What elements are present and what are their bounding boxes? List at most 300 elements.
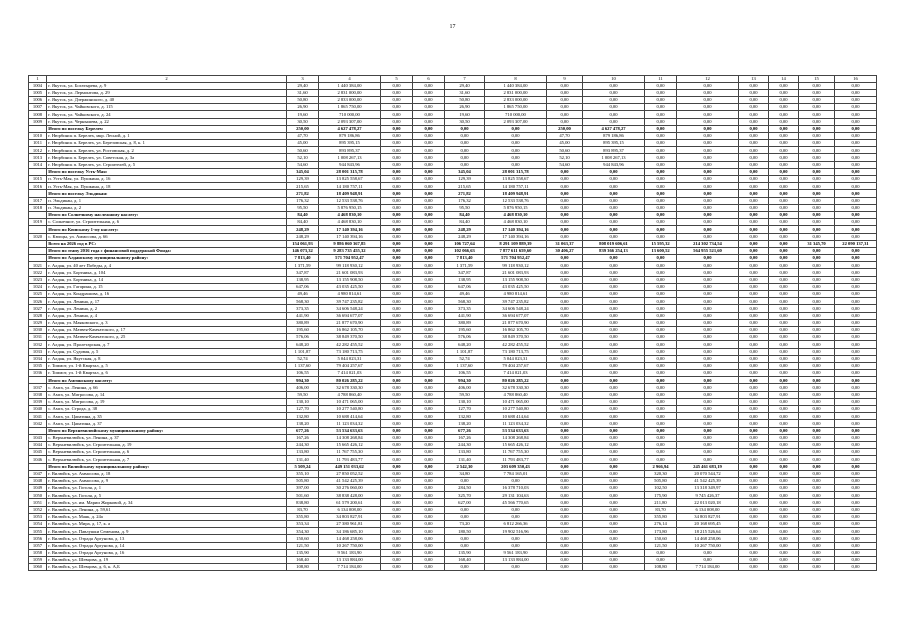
value-cell: 0,00 [799, 528, 835, 535]
value-cell: 0,00 [547, 219, 583, 226]
value-cell: 1 371,59 [445, 262, 485, 269]
value-cell: 4 788 860,40 [485, 391, 547, 398]
value-cell: 0,00 [445, 564, 485, 571]
value-cell: 59,50 [445, 391, 485, 398]
value-cell: 0,00 [739, 377, 769, 384]
value-cell: 0,00 [799, 255, 835, 262]
row-number-cell: 1057 [29, 542, 47, 549]
value-cell: 0,00 [413, 326, 445, 333]
total-row [29, 168, 877, 175]
row-number-cell: 1008 [29, 111, 47, 118]
value-cell: 0,00 [547, 470, 583, 477]
value-cell: 0,00 [835, 298, 877, 305]
value-cell: 0,00 [547, 283, 583, 290]
value-cell: 0,00 [583, 305, 645, 312]
value-cell: 0,00 [583, 334, 645, 341]
value-cell: 0,00 [769, 355, 799, 362]
value-cell: 0,00 [547, 168, 583, 175]
value-cell: 0,00 [413, 434, 445, 441]
value-cell: 22 090 137,31 [835, 240, 877, 247]
value-cell: 0,00 [583, 118, 645, 125]
value-cell: 994,30 [287, 377, 319, 384]
value-cell: 130,10 [445, 398, 485, 405]
value-cell: 133,80 [287, 449, 319, 456]
value-cell: 0,00 [445, 125, 485, 132]
value-cell: 0,00 [799, 341, 835, 348]
value-cell: 0,00 [739, 398, 769, 405]
value-cell: 39 747 235,82 [485, 298, 547, 305]
value-cell: 84,40 [445, 219, 485, 226]
column-number: 1 [29, 76, 47, 83]
value-cell: 0,00 [799, 226, 835, 233]
value-cell: 0,00 [835, 111, 877, 118]
value-cell: 106,55 [445, 370, 485, 377]
value-cell: 0,00 [547, 556, 583, 563]
value-cell: 0,00 [835, 226, 877, 233]
value-cell: 0,00 [547, 485, 583, 492]
value-cell: 0,00 [413, 183, 445, 190]
value-cell: 0,00 [413, 291, 445, 298]
row-number-cell: 1005 [29, 89, 47, 96]
value-cell: 0,00 [413, 406, 445, 413]
value-cell: 0,00 [381, 348, 413, 355]
table-row [29, 477, 877, 484]
value-cell: 0,00 [547, 370, 583, 377]
value-cell: 0,00 [445, 513, 485, 520]
value-cell: 1 137,60 [445, 362, 485, 369]
value-cell: 0,00 [381, 362, 413, 369]
value-cell: 52,74 [445, 355, 485, 362]
value-cell: 0,00 [583, 283, 645, 290]
value-cell: 0,00 [677, 190, 739, 197]
value-cell: 0,00 [645, 276, 677, 283]
register-table [28, 75, 877, 571]
row-number-cell [29, 211, 47, 218]
value-cell: 45,00 [287, 140, 319, 147]
value-cell: 0,00 [799, 326, 835, 333]
value-cell: 0,00 [547, 291, 583, 298]
value-cell: 0,00 [583, 319, 645, 326]
address-cell: с. Солнечное, ул. Строительная, д. 6 [47, 219, 287, 226]
value-cell: 16 862 105,70 [319, 326, 381, 333]
value-cell: 17 140 394,16 [485, 233, 547, 240]
value-cell: 6 812 266,36 [485, 521, 547, 528]
value-cell: 0,00 [769, 190, 799, 197]
value-cell: 0,00 [677, 262, 739, 269]
value-cell: 0,00 [645, 391, 677, 398]
column-number: 12 [677, 76, 739, 83]
row-number-cell: 1038 [29, 391, 47, 398]
value-cell: 0,00 [645, 233, 677, 240]
address-cell: с. Амга, ул. Цапатина, д. 37 [47, 420, 287, 427]
value-cell: 14 468 258,06 [677, 535, 739, 542]
value-cell: 0,00 [739, 463, 769, 470]
value-cell: 0,00 [769, 82, 799, 89]
value-cell: 0,00 [547, 499, 583, 506]
value-cell: 4 980 814,61 [485, 291, 547, 298]
value-cell: 0,00 [381, 556, 413, 563]
table-row [29, 434, 877, 441]
value-cell: 10 277 540,80 [485, 406, 547, 413]
value-cell: 0,00 [835, 118, 877, 125]
value-cell: 0,00 [677, 226, 739, 233]
value-cell: 0,00 [381, 384, 413, 391]
value-cell: 0,00 [381, 521, 413, 528]
value-cell: 0,00 [677, 334, 739, 341]
value-cell: 0,00 [547, 118, 583, 125]
value-cell: 0,00 [413, 549, 445, 556]
value-cell: 838,80 [287, 499, 319, 506]
value-cell: 0,00 [645, 398, 677, 405]
value-cell: 0,00 [547, 89, 583, 96]
value-cell: 102 066,63 [445, 247, 485, 254]
column-number: 15 [799, 76, 835, 83]
value-cell: 0,00 [583, 197, 645, 204]
value-cell: 0,00 [739, 492, 769, 499]
value-cell: 0,00 [381, 456, 413, 463]
value-cell: 0,00 [645, 219, 677, 226]
row-number-cell: 1013 [29, 154, 47, 161]
row-number-cell: 1004 [29, 82, 47, 89]
value-cell: 49,46 [445, 291, 485, 298]
value-cell: 0,00 [413, 305, 445, 312]
value-cell: 0,00 [739, 506, 769, 513]
value-cell: 9 283 735 455,32 [319, 247, 381, 254]
value-cell: 0,00 [547, 276, 583, 283]
value-cell: 168,40 [445, 556, 485, 563]
value-cell: 0,00 [739, 125, 769, 132]
value-cell: 0,00 [769, 247, 799, 254]
value-cell: 0,00 [485, 506, 547, 513]
value-cell: 0,00 [381, 506, 413, 513]
value-cell: 2 833 000,00 [485, 96, 547, 103]
value-cell: 397,00 [287, 485, 319, 492]
value-cell: 284,50 [445, 485, 485, 492]
value-cell: 0,00 [547, 406, 583, 413]
value-cell: 4 468 830,10 [485, 219, 547, 226]
value-cell: 0,00 [583, 377, 645, 384]
value-cell: 0,00 [835, 456, 877, 463]
value-cell: 0,00 [835, 197, 877, 204]
value-cell: 0,00 [739, 298, 769, 305]
table-row [29, 542, 877, 549]
value-cell: 944 843,96 [319, 161, 381, 168]
address-cell: г. Вилюйск, ул. Шевцова, д. 6, к. А,Б [47, 564, 287, 571]
address-cell: г. Алдан, ул. Бортника, д. 104 [47, 269, 287, 276]
value-cell: 0,00 [835, 161, 877, 168]
table-row [29, 104, 877, 111]
value-cell: 34 606 548,24 [485, 305, 547, 312]
value-cell: 0,00 [739, 535, 769, 542]
value-cell: 0,00 [835, 370, 877, 377]
value-cell: 30,50 [287, 118, 319, 125]
value-cell: 50,80 [445, 96, 485, 103]
value-cell: 73,20 [445, 521, 485, 528]
address-cell: г. Алдан, ул. Гагарина, д. 15 [47, 283, 287, 290]
value-cell: 2 831 000,00 [485, 89, 547, 96]
value-cell: 0,00 [739, 255, 769, 262]
value-cell: 133,80 [445, 449, 485, 456]
value-cell: 0,00 [769, 204, 799, 211]
value-cell: 0,00 [739, 513, 769, 520]
value-cell: 0,00 [547, 262, 583, 269]
value-cell: 53 534 633,63 [485, 427, 547, 434]
value-cell: 38 849 370,50 [319, 334, 381, 341]
row-number-cell: 1011 [29, 140, 47, 147]
value-cell: 13 825 558,67 [319, 176, 381, 183]
value-cell: 13 318 349,97 [677, 485, 739, 492]
row-number-cell [29, 377, 47, 384]
value-cell: 895 395,15 [583, 140, 645, 147]
value-cell: 0,00 [645, 420, 677, 427]
value-cell: 0,00 [677, 291, 739, 298]
value-cell: 0,00 [769, 406, 799, 413]
column-number: 8 [485, 76, 547, 83]
value-cell: 0,00 [413, 384, 445, 391]
value-cell: 0,00 [583, 535, 645, 542]
value-cell: 0,00 [413, 154, 445, 161]
row-number-cell: 1052 [29, 506, 47, 513]
value-cell: 0,00 [381, 247, 413, 254]
table-row [29, 355, 877, 362]
value-cell: 150,60 [645, 535, 677, 542]
value-cell: 0,00 [413, 513, 445, 520]
value-cell: 45 566 770,65 [485, 499, 547, 506]
table-row [29, 341, 877, 348]
value-cell: 27 850 052,52 [319, 470, 381, 477]
value-cell: 0,00 [485, 542, 547, 549]
value-cell: 0,00 [835, 269, 877, 276]
value-cell: 0,00 [645, 197, 677, 204]
value-cell: 0,00 [413, 118, 445, 125]
value-cell: 0,00 [413, 204, 445, 211]
value-cell: 131,40 [445, 456, 485, 463]
value-cell: 0,00 [677, 341, 739, 348]
value-cell: 16 862 105,70 [485, 326, 547, 333]
value-cell: 0,00 [381, 326, 413, 333]
value-cell: 0,00 [835, 391, 877, 398]
value-cell: 43 035 425,50 [485, 283, 547, 290]
value-cell: 0,00 [769, 398, 799, 405]
value-cell: 54,60 [287, 161, 319, 168]
value-cell: 0,00 [413, 168, 445, 175]
value-cell: 0,00 [835, 334, 877, 341]
value-cell: 0,00 [583, 96, 645, 103]
address-cell: г. Вилюйск, ул. Отрада Аргунова, д. 13 [47, 535, 287, 542]
value-cell: 0,00 [677, 211, 739, 218]
value-cell: 0,00 [739, 154, 769, 161]
value-cell: 0,00 [799, 183, 835, 190]
value-cell: 0,00 [645, 125, 677, 132]
value-cell: 0,00 [413, 348, 445, 355]
value-cell: 0,00 [547, 341, 583, 348]
value-cell: 0,00 [835, 564, 877, 571]
value-cell: 0,00 [677, 276, 739, 283]
value-cell: 7 784 165,01 [485, 470, 547, 477]
value-cell: 0,00 [381, 499, 413, 506]
value-cell: 0,00 [381, 463, 413, 470]
value-cell: 808 019 606,61 [583, 240, 645, 247]
address-cell: с. Верхневилюйск, ул. Строительная, д. 6 [47, 449, 287, 456]
value-cell: 0,00 [413, 463, 445, 470]
value-cell: 195,60 [287, 326, 319, 333]
value-cell: 0,00 [583, 549, 645, 556]
value-cell: 0,00 [769, 219, 799, 226]
value-cell: 0,00 [413, 362, 445, 369]
table-row [29, 348, 877, 355]
total-row [29, 255, 877, 262]
value-cell: 0,00 [739, 477, 769, 484]
value-cell: 0,00 [769, 449, 799, 456]
row-number-cell: 1026 [29, 298, 47, 305]
value-cell: 0,00 [583, 506, 645, 513]
value-cell: 0,00 [677, 154, 739, 161]
value-cell: 42 282 455,52 [485, 341, 547, 348]
value-cell: 0,00 [835, 427, 877, 434]
value-cell: 0,00 [739, 564, 769, 571]
address-cell: г. Алдан, ул. Матвея-Камчатского, д. 17 [47, 326, 287, 333]
value-cell: 0,00 [835, 384, 877, 391]
row-number-cell: 1053 [29, 513, 47, 520]
value-cell: 0,00 [583, 312, 645, 319]
value-cell: 0,00 [835, 441, 877, 448]
row-number-cell: 1035 [29, 362, 47, 369]
value-cell: 52,10 [287, 154, 319, 161]
value-cell: 215,65 [287, 183, 319, 190]
value-cell: 0,00 [739, 370, 769, 377]
value-cell: 0,00 [381, 528, 413, 535]
value-cell: 0,00 [583, 204, 645, 211]
value-cell: 80 026 285,22 [319, 377, 381, 384]
value-cell: 1 865 750,00 [485, 104, 547, 111]
address-cell: с. Верхневилюйск, ул. Ленина, д. 37 [47, 434, 287, 441]
value-cell: 2 093 307,00 [485, 118, 547, 125]
value-cell: 4 627 478,27 [583, 125, 645, 132]
value-cell: 10 688 414,64 [319, 413, 381, 420]
value-cell: 0,00 [835, 406, 877, 413]
value-cell: 195,60 [445, 326, 485, 333]
value-cell: 0,00 [413, 492, 445, 499]
value-cell: 19,60 [287, 111, 319, 118]
value-cell: 0,00 [769, 226, 799, 233]
value-cell: 0,00 [413, 125, 445, 132]
value-cell: 0,00 [835, 262, 877, 269]
value-cell: 0,00 [799, 104, 835, 111]
address-cell: г. Алдан, ул. Ленина, д. 4 [47, 312, 287, 319]
total-row [29, 463, 877, 470]
value-cell: 0,00 [799, 420, 835, 427]
value-cell: 214 302 734,54 [677, 240, 739, 247]
value-cell: 34 803 827,91 [319, 513, 381, 520]
value-cell: 27 380 961,81 [319, 521, 381, 528]
value-cell: 406,00 [287, 384, 319, 391]
value-cell: 0,00 [645, 406, 677, 413]
value-cell: 7 813,40 [445, 255, 485, 262]
value-cell: 0,00 [583, 190, 645, 197]
value-cell: 0,00 [799, 391, 835, 398]
value-cell: 5 876 950,15 [319, 204, 381, 211]
value-cell: 244,30 [445, 441, 485, 448]
value-cell: 648,20 [287, 341, 319, 348]
value-cell: 0,00 [645, 291, 677, 298]
value-cell: 0,00 [799, 96, 835, 103]
value-cell: 0,00 [381, 298, 413, 305]
value-cell: 0,00 [381, 441, 413, 448]
value-cell: 0,00 [381, 211, 413, 218]
value-cell: 0,00 [583, 211, 645, 218]
value-cell: 0,00 [739, 197, 769, 204]
row-number-cell: 1033 [29, 348, 47, 355]
value-cell: 0,00 [645, 549, 677, 556]
value-cell: 0,00 [769, 463, 799, 470]
value-cell: 0,00 [739, 291, 769, 298]
value-cell: 248,29 [287, 233, 319, 240]
table-row [29, 506, 877, 513]
value-cell: 4 980 814,61 [319, 291, 381, 298]
value-cell: 0,00 [645, 556, 677, 563]
value-cell: 0,00 [381, 118, 413, 125]
value-cell: 36 694 677,07 [319, 312, 381, 319]
value-cell: 0,00 [769, 312, 799, 319]
value-cell: 0,00 [739, 262, 769, 269]
address-cell: п. Усть-Мая, ул. Пушкина, д. 18 [47, 183, 287, 190]
value-cell: 0,00 [799, 521, 835, 528]
value-cell: 0,00 [835, 528, 877, 535]
value-cell: 0,00 [739, 348, 769, 355]
table-row [29, 391, 877, 398]
value-cell: 0,00 [835, 255, 877, 262]
value-cell: 0,00 [677, 549, 739, 556]
value-cell: 31,60 [287, 89, 319, 96]
value-cell: 0,00 [381, 226, 413, 233]
value-cell: 0,00 [677, 132, 739, 139]
table-row [29, 183, 877, 190]
value-cell: 0,00 [739, 549, 769, 556]
value-cell: 0,00 [583, 384, 645, 391]
value-cell: 0,00 [739, 420, 769, 427]
value-cell: 0,00 [445, 506, 485, 513]
value-cell: 11 767 755,30 [319, 449, 381, 456]
value-cell: 0,00 [799, 204, 835, 211]
value-cell: 0,00 [413, 506, 445, 513]
value-cell: 53 534 633,63 [319, 427, 381, 434]
value-cell: 50,80 [287, 96, 319, 103]
value-cell: 11 767 755,30 [485, 449, 547, 456]
value-cell: 0,00 [835, 89, 877, 96]
value-cell: 0,00 [583, 528, 645, 535]
table-row [29, 96, 877, 103]
value-cell: 0,00 [583, 276, 645, 283]
value-cell: 0,00 [381, 420, 413, 427]
value-cell: 14 308 268,84 [485, 434, 547, 441]
value-cell: 0,00 [645, 89, 677, 96]
value-cell: 647,06 [445, 283, 485, 290]
value-cell: 0,00 [413, 233, 445, 240]
value-cell: 0,00 [645, 161, 677, 168]
value-cell: 83,70 [645, 506, 677, 513]
value-cell: 0,00 [835, 219, 877, 226]
value-cell: 0,00 [381, 104, 413, 111]
value-cell: 0,00 [769, 211, 799, 218]
value-cell: 0,00 [677, 305, 739, 312]
value-cell: 0,00 [799, 398, 835, 405]
address-cell: г. Алдан, ул. Кондрашова, д. 16 [47, 291, 287, 298]
value-cell: 0,00 [769, 420, 799, 427]
row-number-cell: 1042 [29, 420, 47, 427]
row-number-cell: 1049 [29, 485, 47, 492]
value-cell: 406,00 [445, 384, 485, 391]
value-cell: 135,90 [445, 549, 485, 556]
